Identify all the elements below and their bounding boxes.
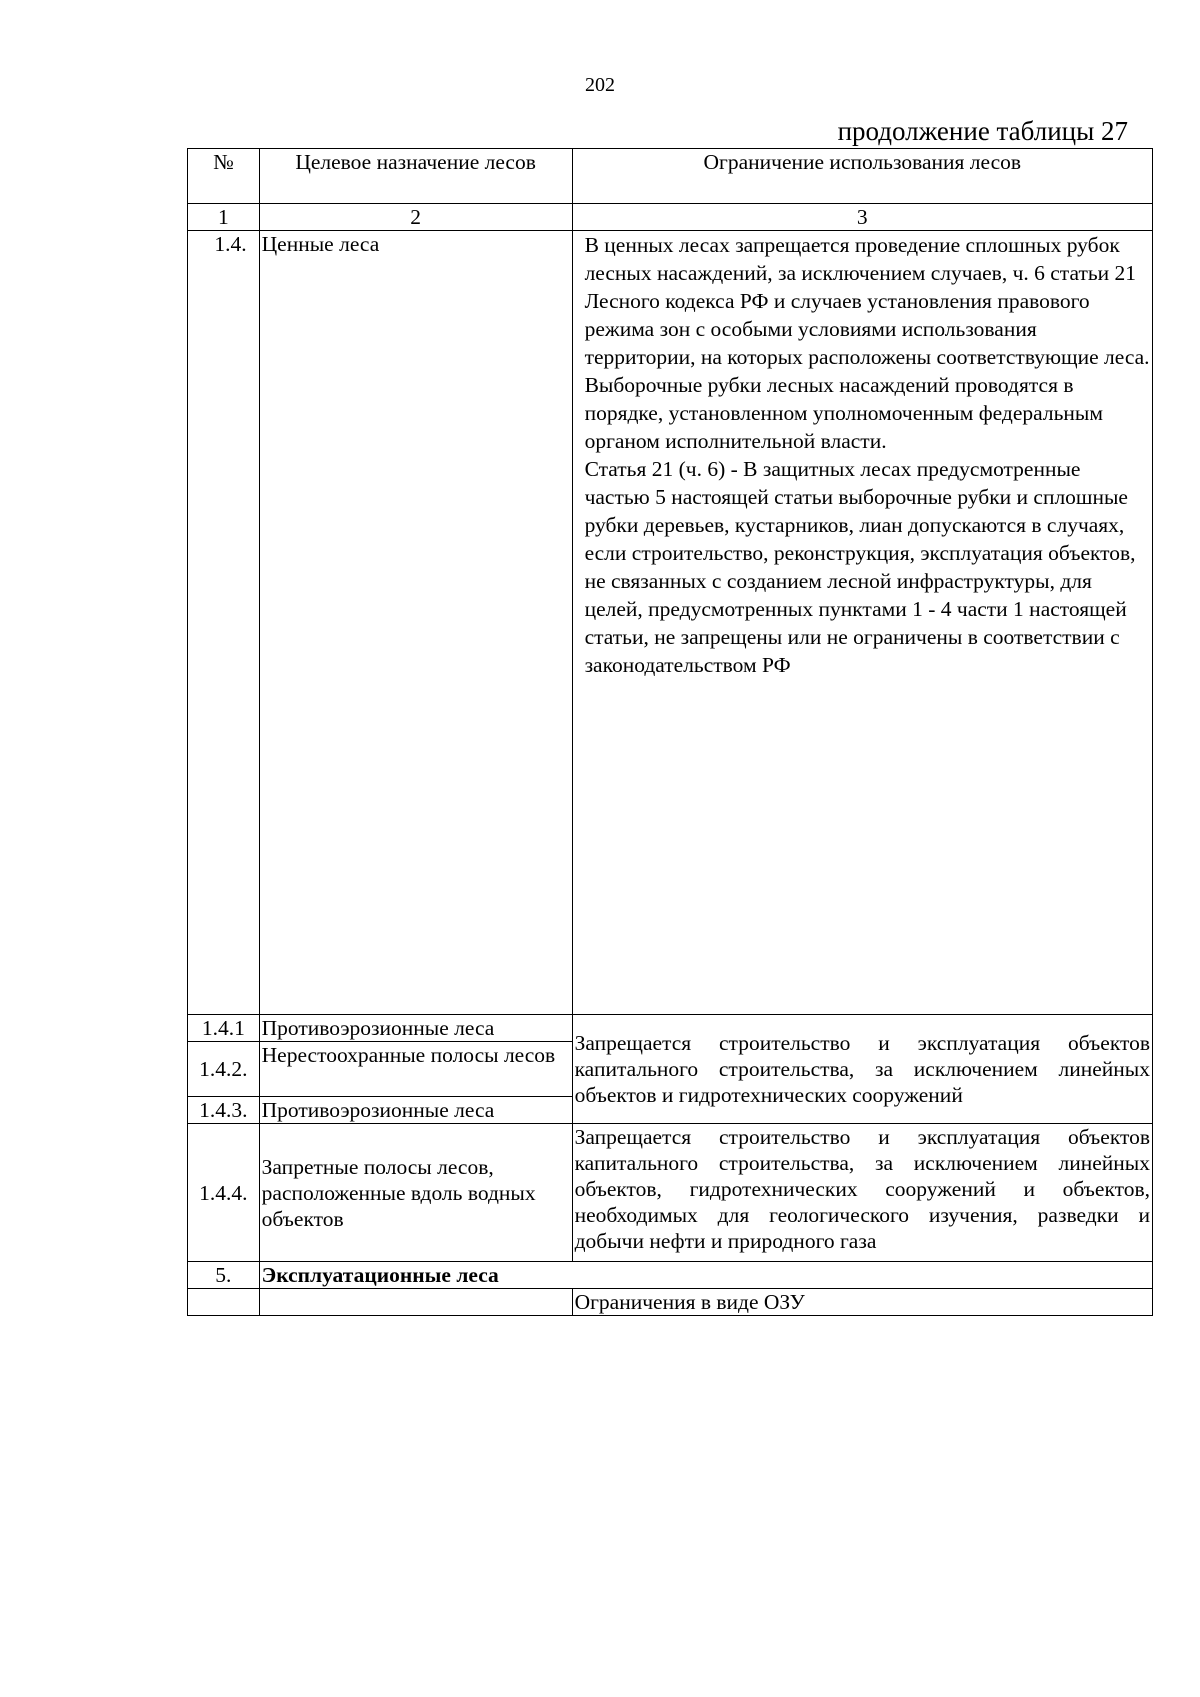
restrictions-table xyxy=(187,148,1153,1316)
row-purpose: Ценные леса xyxy=(259,231,572,1015)
row-restriction: Ограничения в виде ОЗУ xyxy=(572,1289,1152,1316)
row-number xyxy=(188,1289,260,1316)
col-number-2: 2 xyxy=(259,204,572,231)
col-number-3: 3 xyxy=(572,204,1152,231)
row-purpose: Противоэрозионные леса xyxy=(259,1015,572,1042)
row-restriction: Запрещается строительство и эксплуатация объектов капитального строительства, за исключением линейных объектов, гидротехнических сооружений и объектов, необходимых для геологического изучения, разведки и добычи нефти и природного газа xyxy=(572,1124,1152,1262)
col-number-1: 1 xyxy=(188,204,260,231)
page-number: 202 xyxy=(585,74,615,96)
table-row xyxy=(188,1262,1153,1289)
header-restriction: Ограничение использования лесов xyxy=(572,149,1152,204)
table-row xyxy=(188,1015,1153,1042)
row-number: 1.4.2. xyxy=(188,1042,260,1097)
row-number: 1.4.3. xyxy=(188,1097,260,1124)
table-continuation-caption: продолжение таблицы 27 xyxy=(837,116,1128,146)
table-header-row xyxy=(188,149,1153,204)
row-purpose: Нерестоохранные полосы лесов xyxy=(259,1042,572,1097)
header-number: № xyxy=(188,149,260,204)
row-number: 1.4.1 xyxy=(188,1015,260,1042)
table-row xyxy=(188,231,1153,1015)
table-row xyxy=(188,1124,1153,1262)
restriction-paragraph: Статья 21 (ч. 6) - В защитных лесах предусмотренные частью 5 настоящей статьи выборочные рубки и сплошные рубки деревьев, кустарников, лиан допускаются в случаях, если строительство, реконструкция, эксплуатация объектов, не связанных с созданием лесной инфраструктуры, для целей, предусмотренных пунктами 1 - 4 части 1 настоящей статьи, не запрещены или не ограничены в соответствии с законодательством РФ xyxy=(584,457,1136,677)
row-number: 5. xyxy=(188,1262,260,1289)
row-purpose xyxy=(259,1289,572,1316)
shared-restriction: Запрещается строительство и эксплуатация объектов капитального строительства, за исключением линейных объектов и гидротехнических сооружений xyxy=(572,1015,1152,1124)
row-purpose: Запретные полосы лесов, расположенные вдоль водных объектов xyxy=(259,1124,572,1262)
row-number: 1.4.4. xyxy=(188,1124,260,1262)
restriction-paragraph: В ценных лесах запрещается проведение сплошных рубок лесных насаждений, за исключением случаев, ч. 6 статьи 21 Лесного кодекса РФ и случаев установления правового режима зон с особыми условиями использования территории, на которых расположены соответствующие леса. xyxy=(584,233,1150,369)
row-restriction xyxy=(572,231,1152,1015)
row-purpose: Противоэрозионные леса xyxy=(259,1097,572,1124)
row-purpose: Эксплуатационные леса xyxy=(259,1262,1152,1289)
column-number-row xyxy=(188,204,1153,231)
table-row xyxy=(188,1289,1153,1316)
header-purpose: Целевое назначение лесов xyxy=(259,149,572,204)
restriction-paragraph: Выборочные рубки лесных насаждений проводятся в порядке, установленном уполномоченным федеральным органом исполнительной власти. xyxy=(584,373,1103,453)
row-number: 1.4. xyxy=(188,231,260,1015)
